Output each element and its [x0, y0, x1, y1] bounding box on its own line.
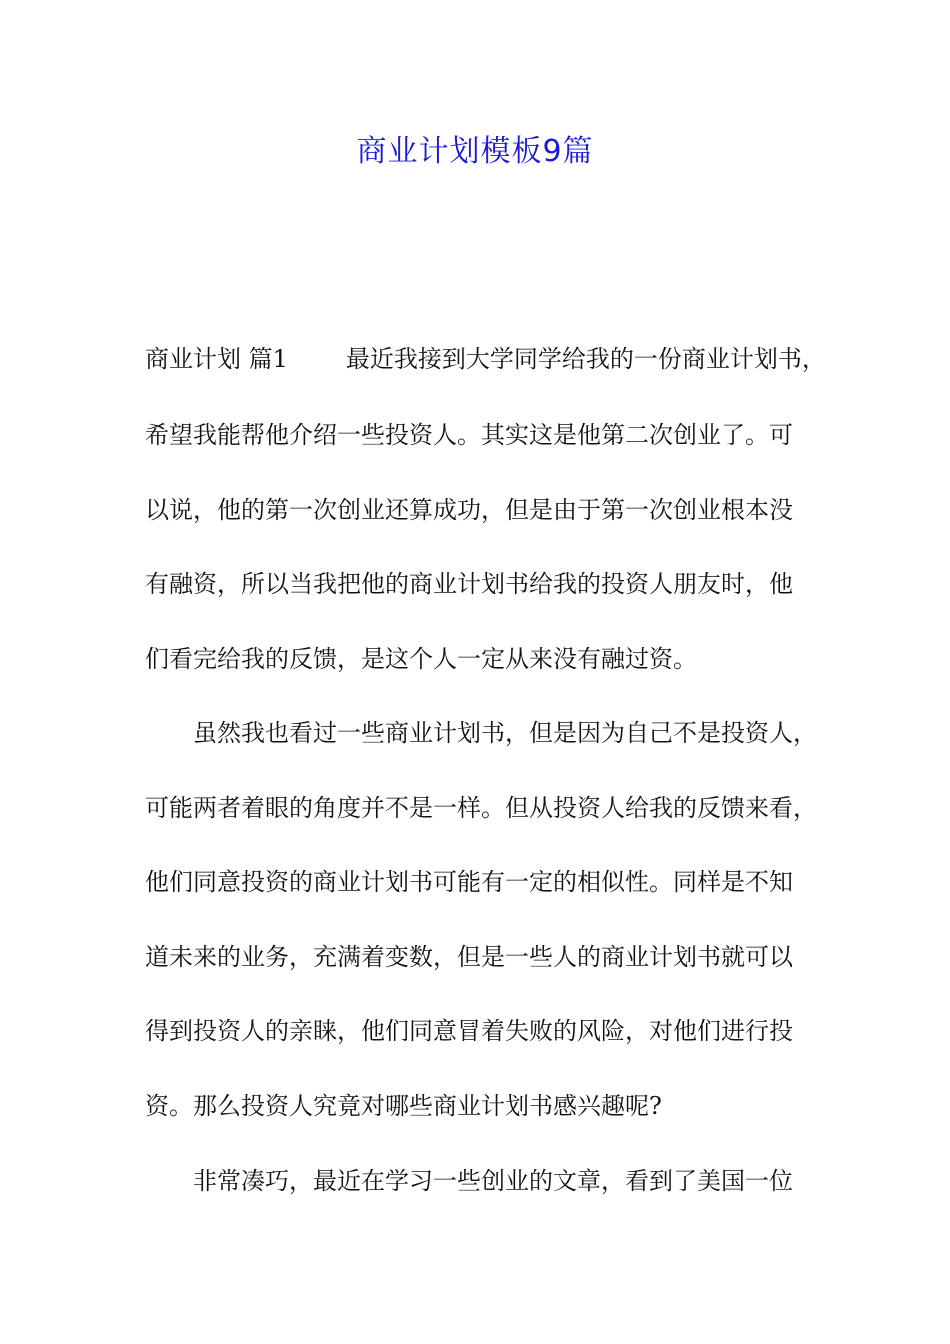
paragraph-2-line-2: 可能两者着眼的角度并不是一样。但从投资人给我的反馈来看，	[145, 794, 817, 822]
section-label: 商业计划 篇1	[145, 345, 288, 373]
paragraph-2-line-5: 得到投资人的亲睐，他们同意冒着失败的风险，对他们进行投	[145, 1017, 793, 1045]
paragraph-1-line-2: 希望我能帮他介绍一些投资人。其实这是他第二次创业了。可	[145, 421, 793, 449]
paragraph-text: 最近我接到大学同学给我的一份商业计划书，	[345, 345, 826, 373]
paragraph-2-line-6: 资。那么投资人究竟对哪些商业计划书感兴趣呢?	[145, 1092, 662, 1120]
paragraph-2-line-4: 道未来的业务，充满着变数，但是一些人的商业计划书就可以	[145, 943, 793, 971]
paragraph-1-line-3: 以说，他的第一次创业还算成功，但是由于第一次创业根本没	[145, 496, 793, 524]
paragraph-3-line-1: 非常凑巧，最近在学习一些创业的文章，看到了美国一位	[193, 1167, 793, 1195]
document-title: 商业计划模板9篇	[356, 134, 594, 169]
paragraph-1-line-5: 们看完给我的反馈，是这个人一定从来没有融过资。	[145, 645, 697, 673]
paragraph-1-line-1	[145, 343, 825, 375]
paragraph-2-line-3: 他们同意投资的商业计划书可能有一定的相似性。同样是不知	[145, 868, 793, 896]
paragraph-1-line-4: 有融资，所以当我把他的商业计划书给我的投资人朋友时，他	[145, 570, 793, 598]
paragraph-2-line-1: 虽然我也看过一些商业计划书，但是因为自己不是投资人，	[193, 719, 817, 747]
